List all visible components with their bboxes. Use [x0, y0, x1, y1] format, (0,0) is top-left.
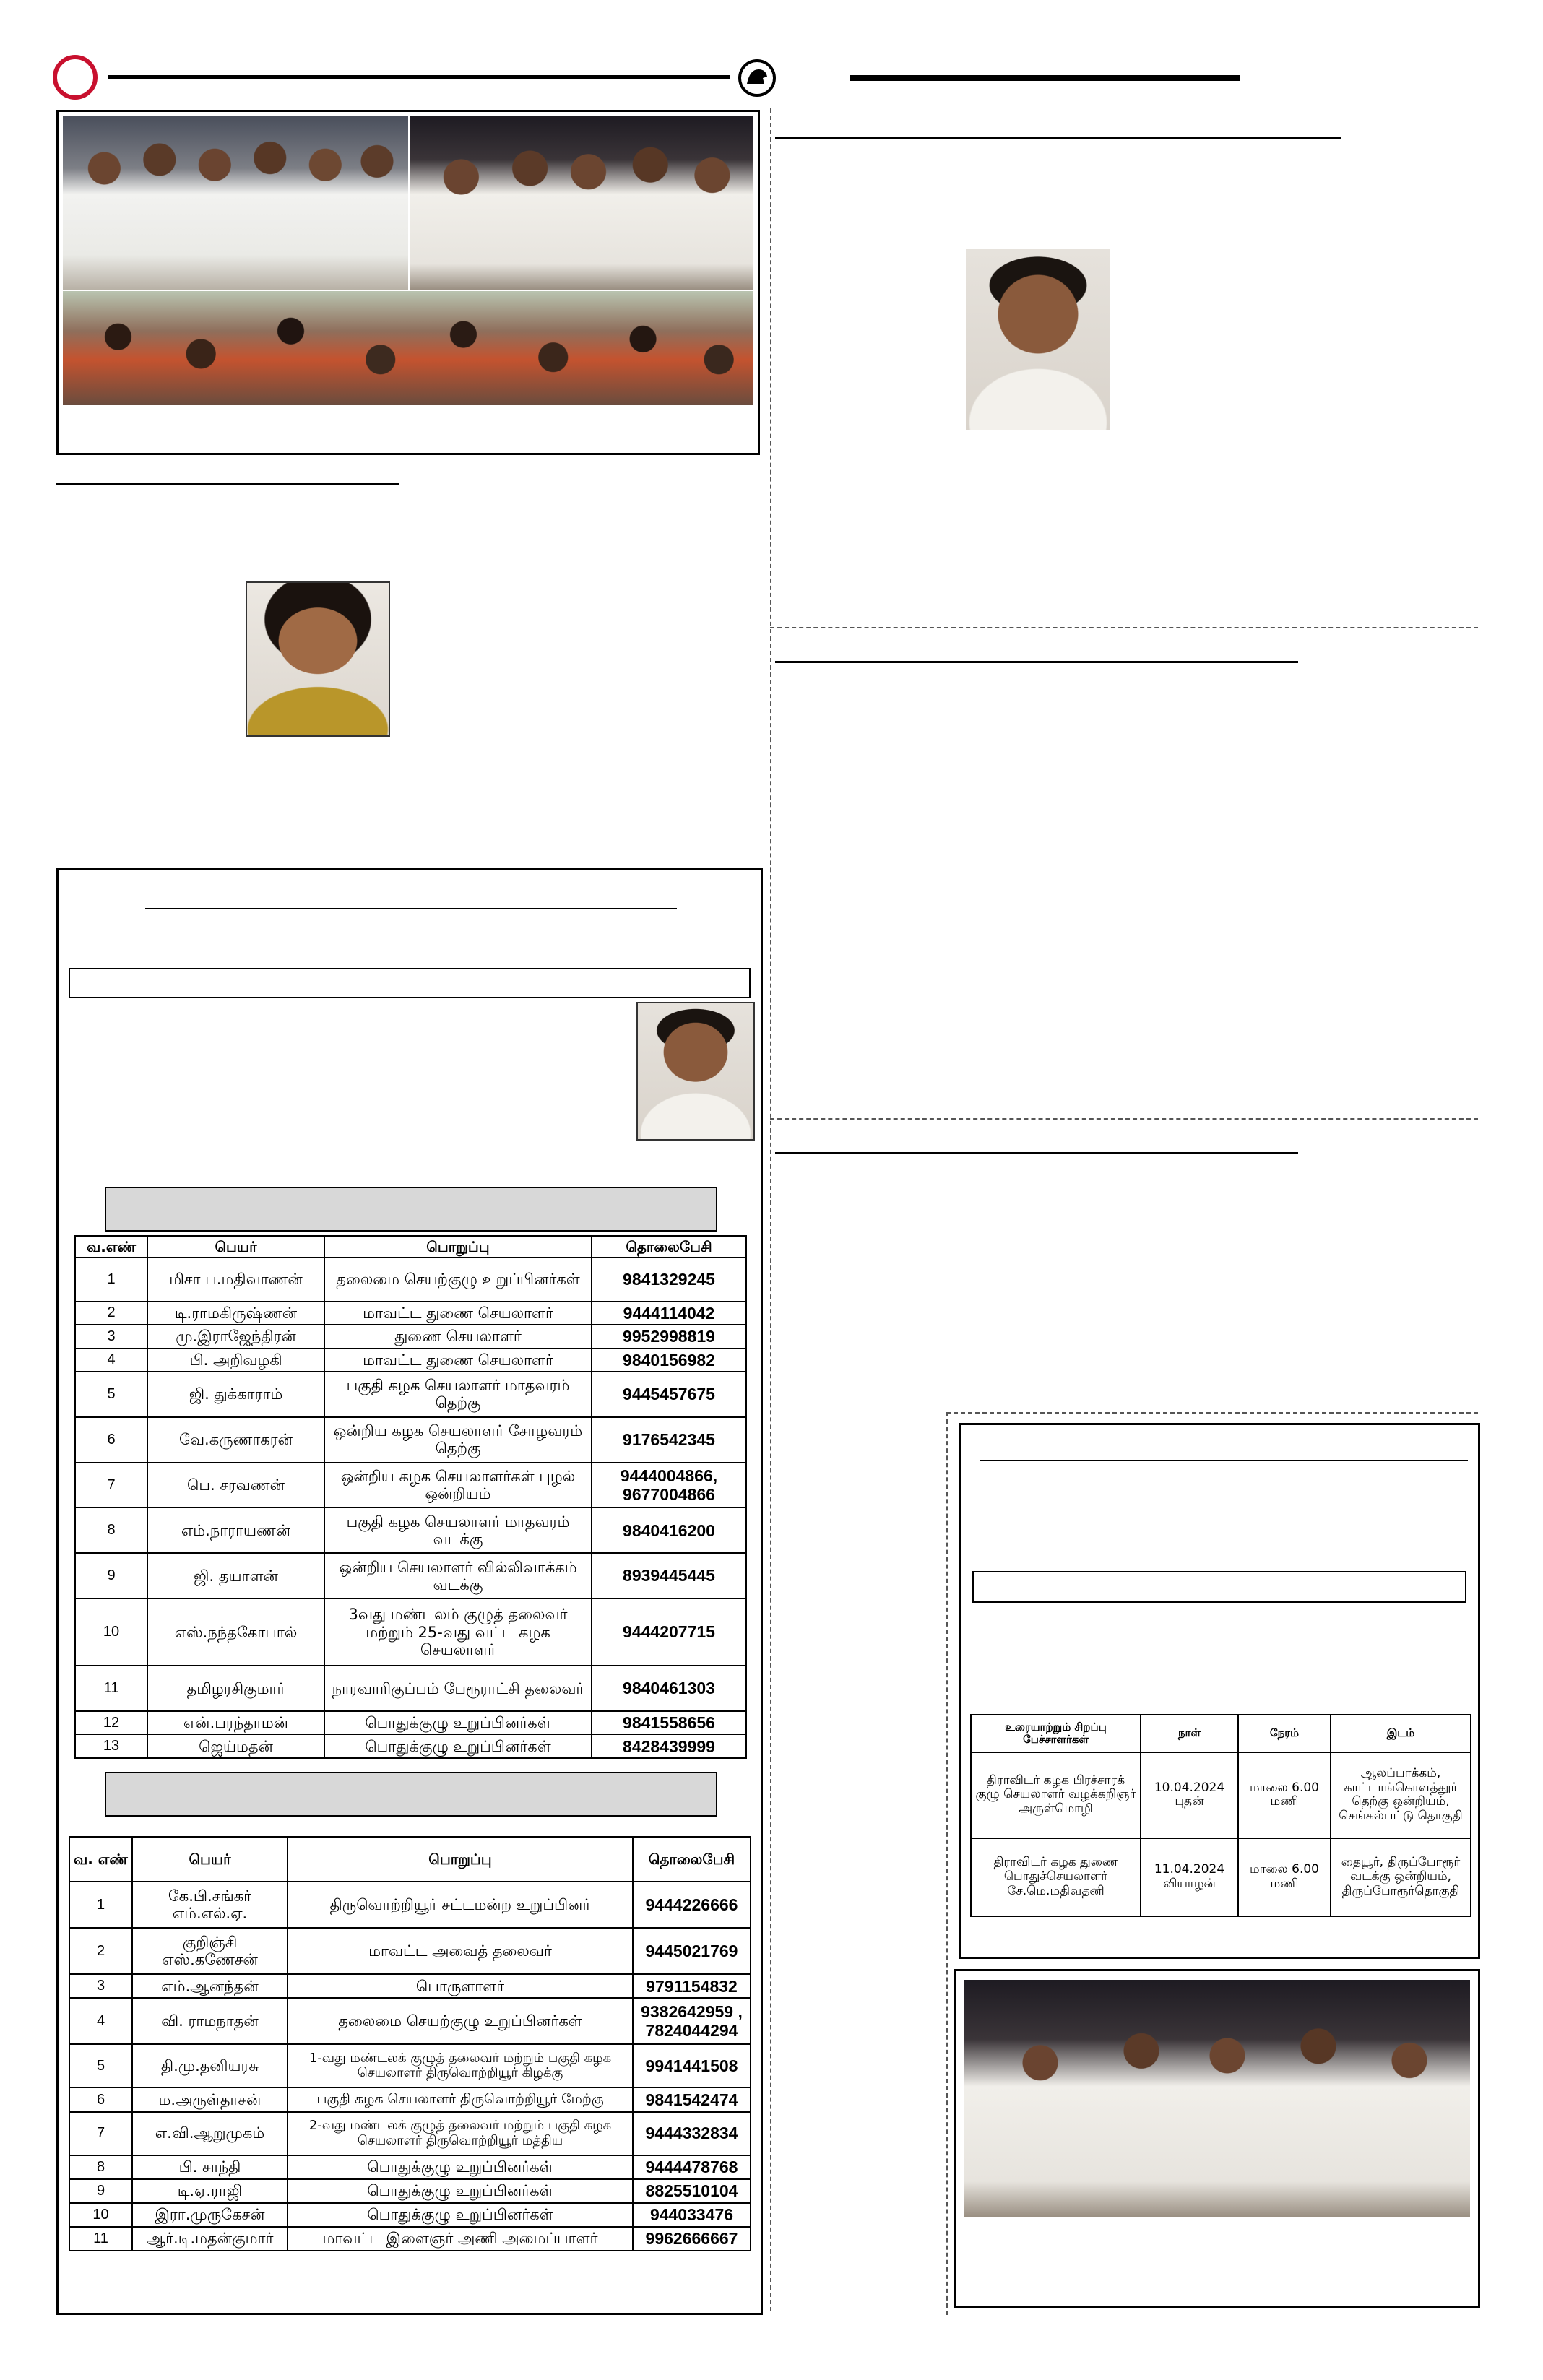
cell-number: 4 [69, 1998, 132, 2044]
cell-phone: 9445457675 [592, 1372, 746, 1417]
cell-phone: 9444004866, 9677004866 [592, 1463, 746, 1508]
cell-phone: 9444332834 [633, 2112, 751, 2155]
cell-number: 9 [69, 2179, 132, 2203]
cell-role: நாரவாரிகுப்பம் பேரூராட்சி தலைவர் [324, 1666, 592, 1711]
table-row [75, 1553, 746, 1598]
cell-name: கே.பி.சங்கர் எம்.எல்.ஏ. [132, 1882, 288, 1928]
cell-number: 12 [75, 1711, 147, 1734]
cell-role: ஒன்றிய செயலாளர் வில்லிவாக்கம் வடக்கு [324, 1553, 592, 1598]
cell-name: பெ. சரவணன் [147, 1463, 324, 1508]
header-cell: பொறுப்பு [324, 1236, 592, 1258]
cell-phone: 9840416200 [592, 1507, 746, 1553]
header-cell: தொலைபேசி [592, 1236, 746, 1258]
header-cell: வ.எண் [75, 1236, 147, 1258]
cell-number: 13 [75, 1734, 147, 1758]
cell-number: 7 [69, 2112, 132, 2155]
cell-phone: 9962666667 [633, 2227, 751, 2251]
cell-role: ஒன்றிய கழக செயலாளர் சோழவரம் தெற்கு [324, 1417, 592, 1463]
ribbon-cutting-photo-frame [954, 1969, 1480, 2308]
leaders-photo-left [63, 116, 408, 290]
section-divider-3 [946, 1412, 1478, 1414]
cell-role: பகுதி கழக செயலாளர் மாதவரம் தெற்கு [324, 1372, 592, 1417]
cell-phone: 9791154832 [633, 1974, 751, 1998]
table-row [69, 2179, 751, 2203]
ribbon-cutting-photo [964, 1980, 1470, 2217]
schedule-subtitle-bar [972, 1571, 1466, 1603]
cell-phone: 944033476 [633, 2203, 751, 2227]
cell-name: ஆர்.டி.மதன்குமார் [132, 2227, 288, 2251]
masthead [51, 56, 787, 100]
cell-phone: 9941441508 [633, 2044, 751, 2087]
table-row [69, 2203, 751, 2227]
party-rising-sun-logo-icon [52, 54, 98, 100]
cell-number: 4 [75, 1349, 147, 1372]
schedule-headline-rule [980, 1460, 1468, 1461]
cell-name: ம.அருள்தாசன் [132, 2087, 288, 2111]
section-divider-1 [770, 627, 1478, 628]
cell-role: மாவட்ட இளைஞர் அணி அமைப்பாளர் [288, 2227, 633, 2251]
cell-role: பொதுக்குழு உறுப்பினர்கள் [288, 2179, 633, 2203]
cell-phone: 9444226666 [633, 1882, 751, 1928]
table-row [69, 2227, 751, 2251]
cell-date: 10.04.2024 புதன் [1141, 1752, 1238, 1838]
cell-time: மாலை 6.00 மணி [1238, 1752, 1331, 1838]
table-row [75, 1302, 746, 1325]
cell-name: டி.ராமகிருஷ்ணன் [147, 1302, 324, 1325]
leaders-photo-right [410, 116, 753, 290]
cell-role: பொருளாளர் [288, 1974, 633, 1998]
leader-portrait-top-right [966, 249, 1110, 430]
right-header-rule [850, 75, 1240, 81]
cell-phone: 9445021769 [633, 1928, 751, 1974]
cell-number: 5 [75, 1372, 147, 1417]
cell-name: தமிழரசிகுமார் [147, 1666, 324, 1711]
table-row [75, 1349, 746, 1372]
cell-phone: 9444478768 [633, 2155, 751, 2179]
header-cell: பெயர் [132, 1837, 288, 1882]
speakers-schedule-table [970, 1714, 1471, 1917]
cell-name: எஸ்.நந்தகோபால் [147, 1598, 324, 1666]
cell-number: 3 [69, 1974, 132, 1998]
cell-role: 1-வது மண்டலக் குழுத் தலைவர் மற்றும் பகுதி கழக செயலாளர் திருவொற்றியூர் கிழக்கு [288, 2044, 633, 2087]
woman-leader-portrait [246, 581, 390, 737]
table-header-row [75, 1236, 746, 1258]
cell-number: 1 [75, 1258, 147, 1302]
cell-name: பி. சாந்தி [132, 2155, 288, 2179]
table-row [69, 2087, 751, 2111]
cell-phone: 9176542345 [592, 1417, 746, 1463]
cell-name: குறிஞ்சி எஸ்.கணேசன் [132, 1928, 288, 1974]
cell-number: 5 [69, 2044, 132, 2087]
box-headline-rule [145, 908, 677, 909]
box-subtitle-bar [69, 968, 751, 998]
cell-name: எம்.நாராயணன் [147, 1507, 324, 1553]
cell-name: எம்.ஆனந்தன் [132, 1974, 288, 1998]
cell-number: 6 [69, 2087, 132, 2111]
table-row [75, 1258, 746, 1302]
cell-number: 8 [69, 2155, 132, 2179]
cell-name: டி.ஏ.ராஜி [132, 2179, 288, 2203]
table-row [971, 1838, 1471, 1916]
cell-phone: 8825510104 [633, 2179, 751, 2203]
table1-title-bar [105, 1187, 717, 1232]
cell-speaker: திராவிடர் கழக பிரச்சாரக் குழு செயலாளர் வழக்கறிஞர் அருள்மொழி [971, 1752, 1141, 1838]
cell-name: ஜி. துக்காராம் [147, 1372, 324, 1417]
rally-photo-frame [56, 110, 760, 455]
cell-number: 11 [69, 2227, 132, 2251]
cell-name: பி. அறிவழகி [147, 1349, 324, 1372]
cell-role: தலைமை செயற்குழு உறுப்பினர்கள் [288, 1998, 633, 2044]
office-bearers-table-1 [74, 1235, 747, 1759]
cell-name: மிசா ப.மதிவாணன் [147, 1258, 324, 1302]
table-row [75, 1417, 746, 1463]
cell-phone: 9840156982 [592, 1349, 746, 1372]
masthead-rule [108, 75, 730, 79]
cell-role: பகுதி கழக செயலாளர் மாதவரம் வடக்கு [324, 1507, 592, 1553]
header-cell: வ. எண் [69, 1837, 132, 1882]
cell-name: ஜி. தயாளன் [147, 1553, 324, 1598]
cell-name: மு.இராஜேந்திரன் [147, 1325, 324, 1348]
header-cell: பொறுப்பு [288, 1837, 633, 1882]
cell-venue: தையூர், திருப்போரூர் வடக்கு ஒன்றியம், திருப்போரூர்தொகுதி [1331, 1838, 1471, 1916]
cell-number: 6 [75, 1417, 147, 1463]
cell-name: வே.கருணாகரன் [147, 1417, 324, 1463]
cell-role: தலைமை செயற்குழு உறுப்பினர்கள் [324, 1258, 592, 1302]
column-divider-right [946, 1412, 948, 2315]
right-headline-rule-2 [775, 661, 1298, 663]
cell-number: 11 [75, 1666, 147, 1711]
table-row [69, 1882, 751, 1928]
table-row [69, 2155, 751, 2179]
cell-phone: 9840461303 [592, 1666, 746, 1711]
cell-name: எ.வி.ஆறுமுகம் [132, 2112, 288, 2155]
header-cell: தொலைபேசி [633, 1837, 751, 1882]
cell-role: பொதுக்குழு உறுப்பினர்கள் [288, 2155, 633, 2179]
table-row [75, 1372, 746, 1417]
cell-speaker: திராவிடர் கழக துணை பொதுச்செயலாளர் சே.மெ.மதிவதனி [971, 1838, 1141, 1916]
cell-number: 10 [69, 2203, 132, 2227]
cell-role: ஒன்றிய கழக செயலாளர்கள் புழல் ஒன்றியம் [324, 1463, 592, 1508]
cell-role: 3வது மண்டலம் குழுத் தலைவர் மற்றும் 25-வது வட்ட கழக செயலாளர் [324, 1598, 592, 1666]
table-row [75, 1598, 746, 1666]
cell-role: மாவட்ட துணை செயலாளர் [324, 1349, 592, 1372]
table-row [971, 1752, 1471, 1838]
lion-emblem-icon [737, 58, 777, 98]
cell-number: 7 [75, 1463, 147, 1508]
header-cell: இடம் [1331, 1715, 1471, 1752]
right-headline-rule-3 [775, 1152, 1298, 1154]
cell-name: இரா.முருகேசன் [132, 2203, 288, 2227]
crowd-photo [63, 291, 753, 405]
table-row [69, 1998, 751, 2044]
cell-role: பொதுக்குழு உறுப்பினர்கள் [324, 1734, 592, 1758]
cell-phone: 9841542474 [633, 2087, 751, 2111]
cell-number: 8 [75, 1507, 147, 1553]
header-cell: பெயர் [147, 1236, 324, 1258]
table-row [75, 1734, 746, 1758]
header-cell: நாள் [1141, 1715, 1238, 1752]
cell-number: 9 [75, 1553, 147, 1598]
cell-phone: 9952998819 [592, 1325, 746, 1348]
table-header-row [971, 1715, 1471, 1752]
cell-phone: 9444207715 [592, 1598, 746, 1666]
table-row [75, 1463, 746, 1508]
column-divider [770, 108, 772, 2311]
table-row [75, 1711, 746, 1734]
cell-role: திருவொற்றியூர் சட்டமன்ற உறுப்பினர் [288, 1882, 633, 1928]
cell-role: மாவட்ட அவைத் தலைவர் [288, 1928, 633, 1974]
table-row [75, 1325, 746, 1348]
cell-phone: 9841558656 [592, 1711, 746, 1734]
cell-name: என்.பரந்தாமன் [147, 1711, 324, 1734]
cell-number: 2 [75, 1302, 147, 1325]
cell-number: 2 [69, 1928, 132, 1974]
right-headline-rule-1 [775, 137, 1341, 139]
table-row [69, 2044, 751, 2087]
cell-role: துணை செயலாளர் [324, 1325, 592, 1348]
table-row [69, 2112, 751, 2155]
cell-phone: 9382642959 , 7824044294 [633, 1998, 751, 2044]
section-divider-2 [770, 1118, 1478, 1120]
cell-phone: 9841329245 [592, 1258, 746, 1302]
cell-name: வி. ராமநாதன் [132, 1998, 288, 2044]
cell-number: 3 [75, 1325, 147, 1348]
cell-role: மாவட்ட துணை செயலாளர் [324, 1302, 592, 1325]
cell-phone: 9444114042 [592, 1302, 746, 1325]
cell-name: ஜெய்மதன் [147, 1734, 324, 1758]
header-cell: நேரம் [1238, 1715, 1331, 1752]
cell-date: 11.04.2024 வியாழன் [1141, 1838, 1238, 1916]
office-bearers-table-2 [69, 1836, 751, 2251]
header-cell: உரையாற்றும் சிறப்பு பேச்சாளர்கள் [971, 1715, 1141, 1752]
cell-phone: 8939445445 [592, 1553, 746, 1598]
cell-name: தி.மு.தனியரசு [132, 2044, 288, 2087]
cell-role: பொதுக்குழு உறுப்பினர்கள் [324, 1711, 592, 1734]
table-header-row [69, 1837, 751, 1882]
table-row [75, 1666, 746, 1711]
cell-role: பொதுக்குழு உறுப்பினர்கள் [288, 2203, 633, 2227]
cell-phone: 8428439999 [592, 1734, 746, 1758]
table-row [69, 1928, 751, 1974]
cell-time: மாலை 6.00 மணி [1238, 1838, 1331, 1916]
cell-role: 2-வது மண்டலக் குழுத் தலைவர் மற்றும் பகுதி கழக செயலாளர் திருவொற்றியூர் மத்திய [288, 2112, 633, 2155]
district-secretary-portrait [636, 1002, 755, 1141]
table-row [75, 1507, 746, 1553]
cell-venue: ஆலப்பாக்கம், காட்டாங்கொளத்தூர் தெற்கு ஒன்றியம், செங்கல்பட்டு தொகுதி [1331, 1752, 1471, 1838]
table2-title-bar [105, 1772, 717, 1817]
cell-role: பகுதி கழக செயலாளர் திருவொற்றியூர் மேற்கு [288, 2087, 633, 2111]
headline-rule [56, 483, 399, 485]
table-row [69, 1974, 751, 1998]
cell-number: 10 [75, 1598, 147, 1666]
cell-number: 1 [69, 1882, 132, 1928]
